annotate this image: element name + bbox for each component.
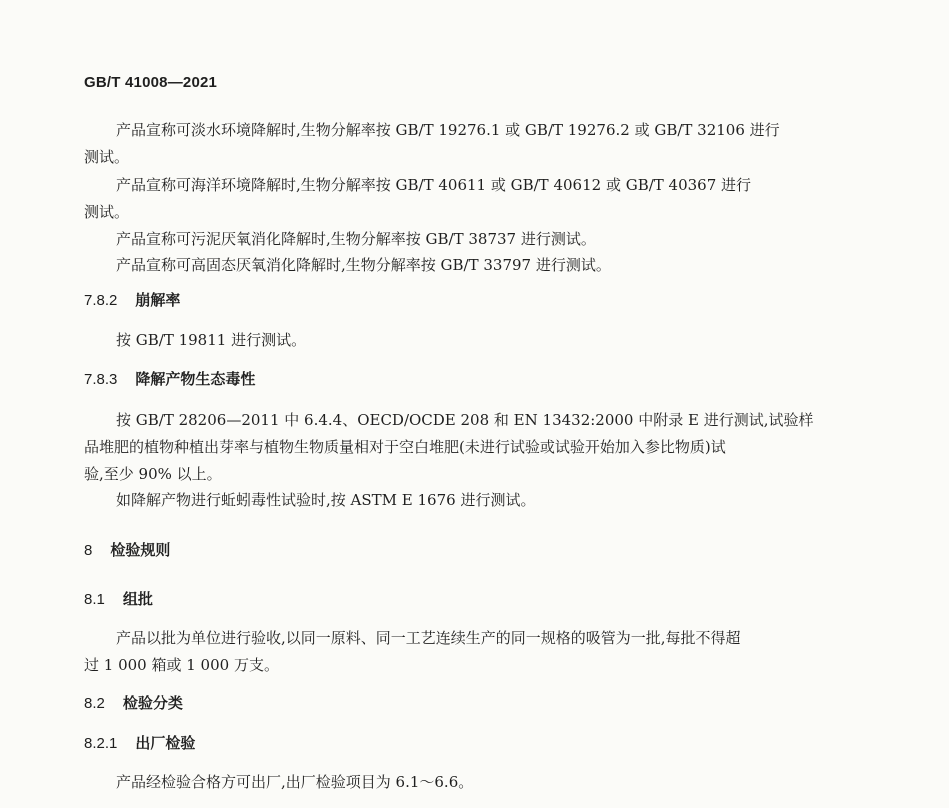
paragraph-high-solid	[84, 252, 854, 279]
section-title: 检验分类	[122, 695, 183, 712]
section-number: 7.8.2	[84, 292, 118, 309]
section-title: 检验规则	[110, 542, 171, 559]
paragraph-line: 测试。	[84, 148, 130, 166]
paragraph-line: 产品宣称可高固态厌氧消化降解时,生物分解率按 GB/T 33797 进行测试。	[116, 256, 611, 274]
paragraph-line: 测试。	[84, 203, 130, 221]
section-heading-7-8-2	[84, 290, 180, 312]
paragraph-freshwater	[84, 117, 854, 171]
paragraph-line: 品堆肥的植物种植出芽率与植物生物质量相对于空白堆肥(未进行试验或试验开始加入参比物质)试	[84, 438, 726, 456]
section-number: 7.8.3	[84, 371, 118, 388]
paragraph-line: 按 GB/T 19811 进行测试。	[116, 331, 307, 349]
paragraph-line: 产品以批为单位进行验收,以同一原料、同一工艺连续生产的同一规格的吸管为一批,每批不得超	[116, 629, 741, 647]
paragraph-line: 验,至少 90% 以上。	[84, 465, 222, 483]
paragraph-line: 产品宣称可淡水环境降解时,生物分解率按 GB/T 19276.1 或 GB/T 19276.2 或 GB/T 32106 进行	[116, 121, 780, 139]
paragraph-earthworm	[84, 487, 854, 514]
section-heading-8-2	[84, 693, 183, 715]
paragraph-line: 产品经检验合格方可出厂,出厂检验项目为 6.1～6.6。	[116, 773, 474, 791]
section-number: 8	[84, 542, 93, 559]
paragraph-line: 按 GB/T 28206—2011 中 6.4.4、OECD/OCDE 208 和 EN 13432:2000 中附录 E 进行测试,试验样	[116, 411, 814, 429]
paragraph-line: 如降解产物进行蚯蚓毒性试验时,按 ASTM E 1676 进行测试。	[116, 491, 536, 509]
paragraph-line: 产品宣称可污泥厌氧消化降解时,生物分解率按 GB/T 38737 进行测试。	[116, 230, 596, 248]
section-heading-8-1	[84, 589, 153, 611]
section-title: 降解产物生态毒性	[135, 371, 256, 388]
paragraph-line: 产品宣称可海洋环境降解时,生物分解率按 GB/T 40611 或 GB/T 40612 或 GB/T 40367 进行	[116, 176, 752, 194]
paragraph-line: 过 1 000 箱或 1 000 万支。	[84, 656, 279, 674]
paragraph-disintegration	[84, 327, 854, 354]
section-heading-8-2-1	[84, 733, 195, 755]
section-number: 8.2.1	[84, 735, 118, 752]
section-heading-8	[84, 540, 170, 562]
paragraph-sludge	[84, 226, 854, 253]
paragraph-factory-inspection	[84, 769, 854, 796]
section-title: 崩解率	[135, 292, 181, 309]
section-number: 8.2	[84, 695, 105, 712]
section-number: 8.1	[84, 591, 105, 608]
section-title: 出厂检验	[135, 735, 196, 752]
paragraph-marine	[84, 172, 854, 226]
section-heading-7-8-3	[84, 369, 255, 391]
paragraph-ecotoxicity	[84, 407, 854, 488]
document-code: GB/T 41008—2021	[84, 74, 218, 91]
section-title: 组批	[122, 591, 153, 608]
paragraph-batching	[84, 625, 854, 679]
